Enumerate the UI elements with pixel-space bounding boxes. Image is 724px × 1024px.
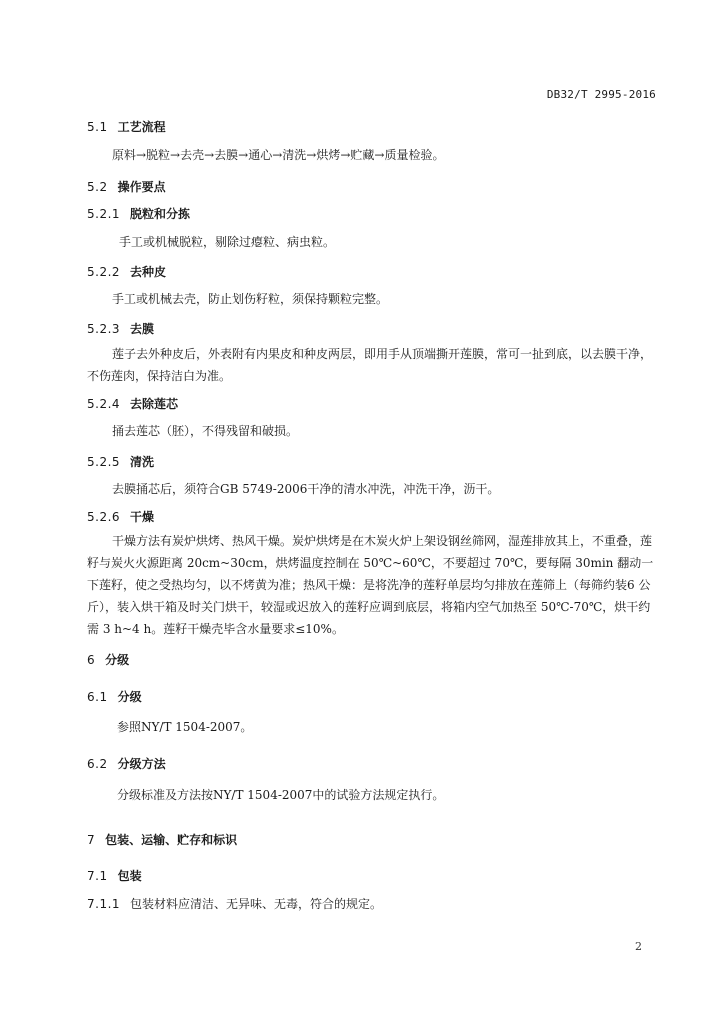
paragraph-6-1: 参照NY/T 1504-2007。 [117,720,253,734]
heading-5-2-4: 5.2.4 去除莲芯 [87,397,179,411]
heading-5-2-3: 5.2.3 去膜 [87,322,155,336]
heading-5-2-6: 5.2.6 干燥 [87,510,155,524]
heading-5-1: 5.1 工艺流程 [87,120,166,134]
heading-5-2-2: 5.2.2 去种皮 [87,265,167,279]
paragraph-5-2-4: 捅去莲芯（胚），不得残留和破损。 [112,424,299,438]
paragraph-6-2: 分级标准及方法按NY/T 1504-2007中的试验方法规定执行。 [117,788,445,802]
heading-6: 6 分级 [87,653,130,667]
paragraph-5-1: 原料→脱粒→去壳→去膜→通心→清洗→烘烤→贮藏→质量检验。 [112,148,445,162]
paragraph-5-2-6: 干燥方法有炭炉烘烤、热风干燥。炭炉烘烤是在木炭火炉上架设钢丝筛网，湿莲排放其上，不重叠，莲籽与炭火火源距离 20cm~30cm，烘烤温度控制在 50℃~60℃，不要超过 70℃，要每隔 30min 翻动一下莲籽，使之受热均匀，以不烤黄为准；热风干燥：是将洗净的莲籽单层均匀排放在莲筛上（每筛约装6 公斤），装入烘干箱及时关门烘干，较湿或迟放入的莲籽应调到底层，将箱内空气加热至 50℃-70℃，烘干约需 3 h~4 h。莲籽干燥壳毕含水量要求≤10%。 [87,534,654,636]
heading-6-1: 6.1 分级 [87,690,142,704]
heading-7-1-1: 7.1.1 包装材料应清洁、无异味、无毒，符合的规定。 [87,897,383,911]
heading-6-2: 6.2 分级方法 [87,757,166,771]
heading-5-2-5: 5.2.5 清洗 [87,455,155,469]
heading-7: 7 包装、运输、贮存和标识 [87,833,238,847]
standard-code: DB32/T 2995-2016 [546,88,656,101]
page-number: 2 [635,940,642,953]
paragraph-5-2-3: 莲子去外种皮后，外表附有内果皮和种皮两层，即用手从顶端撕开莲膜，常可一扯到底，以去膜干净，不伤莲肉，保持洁白为准。 [87,347,653,383]
paragraph-5-2-5: 去膜捅芯后，须符合GB 5749-2006干净的清水冲洗，冲洗干净，沥干。 [112,482,500,496]
paragraph-5-2-1: 手工或机械脱粒，剔除过瘪粒、病虫粒。 [119,235,336,249]
heading-5-2: 5.2 操作要点 [87,180,166,194]
heading-5-2-1: 5.2.1 脱粒和分拣 [87,207,191,221]
heading-7-1: 7.1 包装 [87,869,142,883]
paragraph-5-2-2: 手工或机械去壳，防止划伤籽粒，须保持颗粒完整。 [112,292,389,306]
